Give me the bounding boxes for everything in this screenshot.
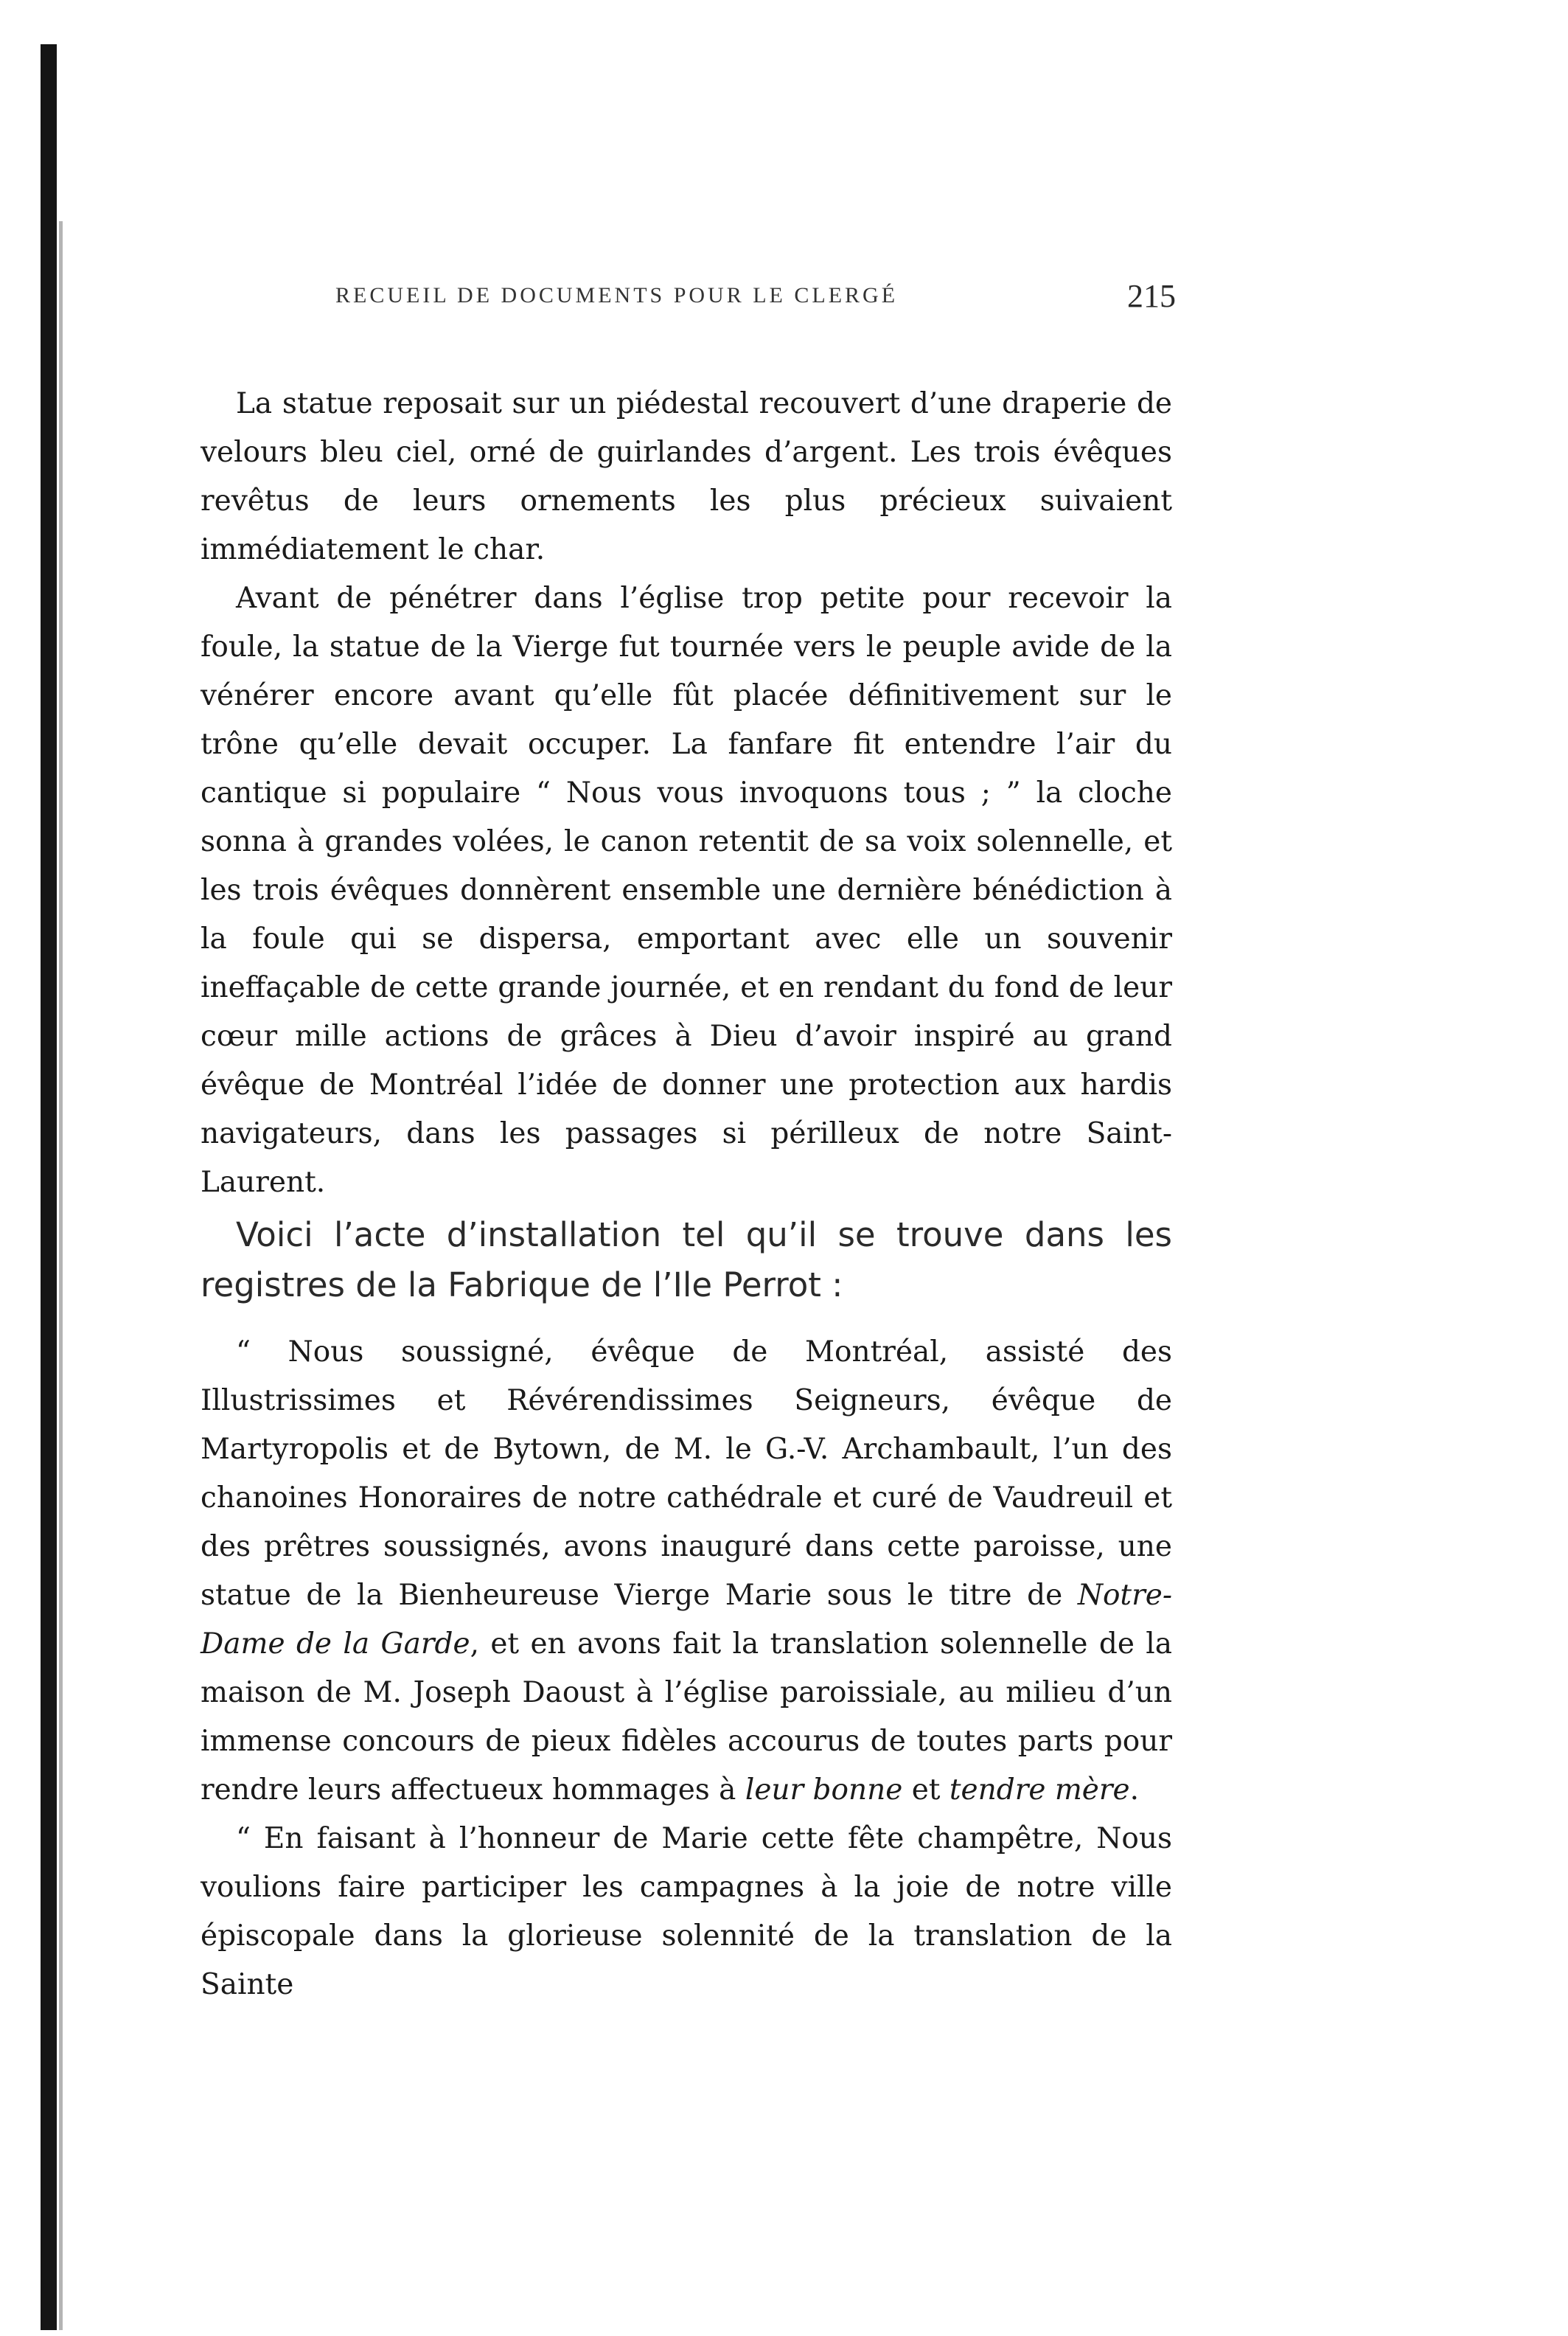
paragraph-quote-1: [201, 1328, 1172, 1815]
page-binding-edge: [41, 44, 57, 2330]
quote-1-end: .: [1129, 1773, 1140, 1807]
page-header: [335, 277, 1176, 321]
paragraph-quote-2: “ En faisant à l’honneur de Marie cette fête champêtre, Nous voulions faire participer les campagnes à la joie de notre ville épiscopale dans la glorieuse solennité de la translation de la Sainte: [201, 1822, 1172, 2001]
quote-1-title: Notre-Dame de la Garde: [201, 1579, 1172, 1661]
quote-1-part1: “ Nous soussigné, évêque de Montréal, assisté des Illustrissimes et Révérendissimes Seigneurs, évêque de Martyropolis et de Bytown, de M. le G.-V. Archambault, l’un des chanoines Honoraires de notre cathédrale et curé de Vaudreuil et des prêtres soussignés, avons inauguré dans cette paroisse, une statue de la Bienheureuse Vierge Marie sous le titre de: [201, 1335, 1172, 1612]
quote-1-italic-2: tendre mère: [949, 1773, 1130, 1807]
page-text-block: [201, 380, 1172, 2009]
paragraph-statue: La statue reposait sur un piédestal recouvert d’une draperie de velours bleu ciel, orné de guirlandes d’argent. Les trois évêques revêtus de leurs ornements les plus précieux suivaient immédiatement le char.: [201, 387, 1172, 566]
paragraph-eglise: Avant de pénétrer dans l’église trop petite pour recevoir la foule, la statue de la Vierge fut tournée vers le peuple avide de la vénérer encore avant qu’elle fût placée définitivement sur le trône qu’elle devait occuper. La fanfare fit entendre l’air du cantique si populaire “ Nous vous invoquons tous ; ” la cloche sonna à grandes volées, le canon retentit de sa voix solennelle, et les trois évêques donnèrent ensemble une dernière bénédiction à la foule qui se dispersa, emportant avec elle un souvenir ineffaçable de cette grande journée, et en rendant du fond de leur cœur mille actions de grâces à Dieu d’avoir inspiré au grand évêque de Montréal l’idée de donner une protection aux hardis navigateurs, dans les passages si périlleux de notre Saint-Laurent.: [201, 582, 1172, 1199]
quote-1-connector: et: [902, 1773, 949, 1807]
quoted-act: [201, 1328, 1172, 2009]
intro-text: [201, 1210, 1172, 1310]
quote-1-italic-1: leur bonne: [745, 1773, 903, 1807]
body-text: [201, 380, 1172, 1207]
running-head: RECUEIL DE DOCUMENTS POUR LE CLERGÉ: [335, 283, 899, 307]
page-number: 215: [1127, 278, 1176, 314]
quote-1-part2: , et en avons fait la translation solennelle de la maison de M. Joseph Daoust à l’église paroissiale, au milieu d’un immense concours de pieux fidèles accourus de toutes parts pour rendre leurs affectueux hommages à: [201, 1627, 1173, 1807]
paragraph-intro: Voici l’acte d’installation tel qu’il se trouve dans les registres de la Fabrique de l’Ile Perrot :: [201, 1215, 1172, 1304]
page-binding-shadow: [59, 221, 63, 2330]
